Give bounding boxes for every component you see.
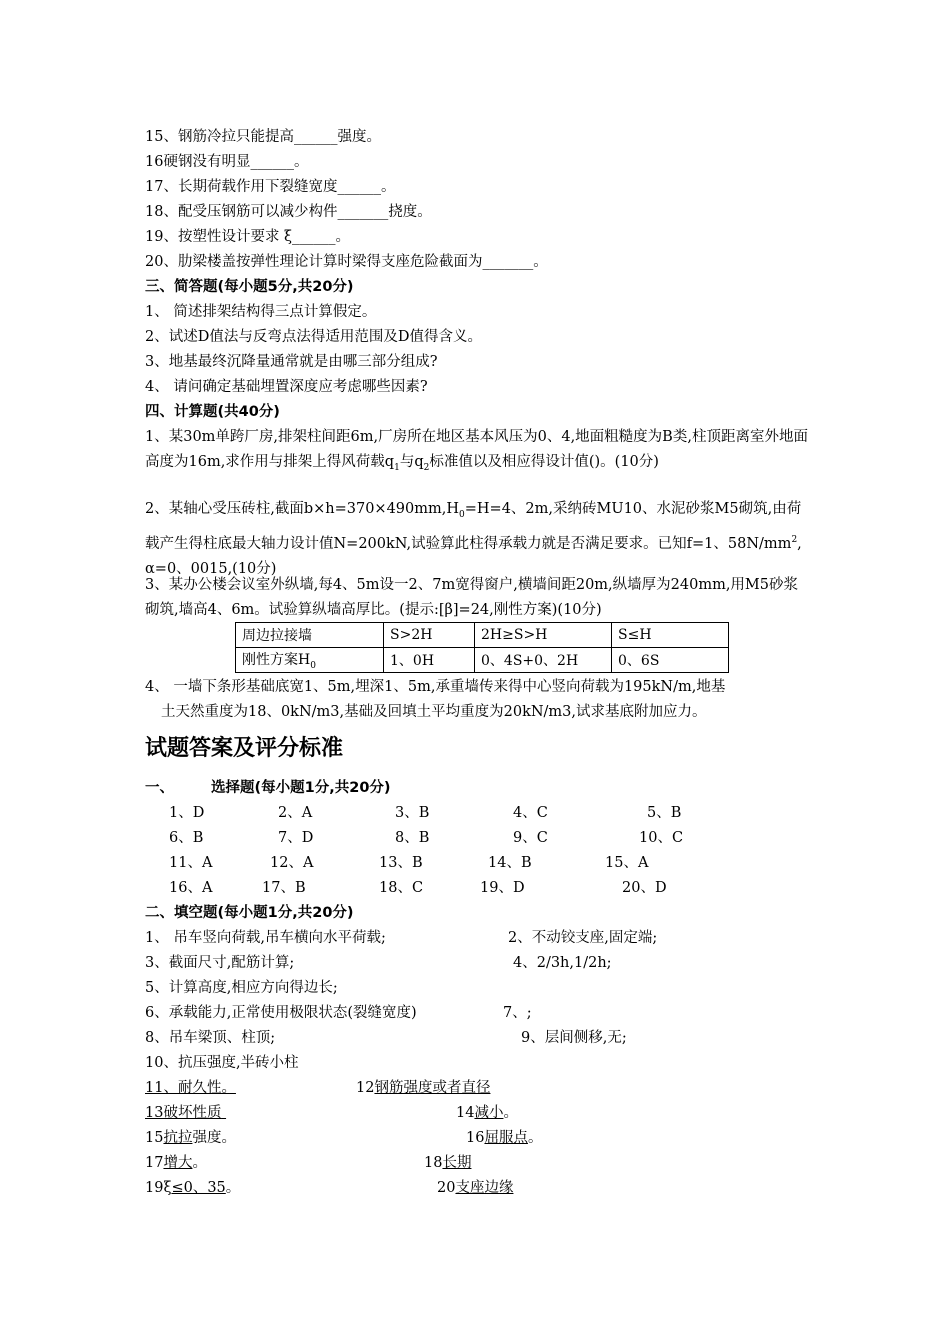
table-cell: 2H≥S>H [475,623,612,648]
fill-answer-13: 13破坏性质 [145,1105,222,1121]
fill-answer-1: 1、 吊车竖向荷载,吊车横向水平荷载; [145,930,386,946]
answers-title: 试题答案及评分标准 [145,736,344,761]
fill-answer-8: 8、吊车梁顶、柱顶; [145,1030,276,1046]
fill-answer-2: 2、不动铰支座,固定端; [508,930,658,946]
section3-title: 三、简答题(每小题5分,共20分) [145,279,354,295]
answers-s2-title: 二、填空题(每小题1分,共20分) [145,905,354,921]
fill-answer-16: 16屈服点。 [466,1130,543,1146]
fill-answer-6: 6、承载能力,正常使用极限状态(裂缝宽度) [145,1005,417,1021]
table-cell: 刚性方案$H_0$ [236,648,384,673]
choice-answer: 7、D [278,830,314,846]
section3-q3: 3、地基最终沉降量通常就是由哪三部分组成? [145,354,438,370]
table-cell: S≤H [612,623,729,648]
fill-q20: 20、肋梁楼盖按弹性理论计算时梁得支座危险截面为_______。 [145,254,548,270]
wall-height-table [235,622,729,673]
table-cell: 周边拉接墙 [236,623,384,648]
section4-q2: 2、某轴心受压砖柱,截面$b\times h=370\times 490mm,H_0=H=4$、2m,采纳砖MU10、水泥砂浆M5砌筑,由荷载产生得柱底最大轴力设计值N=200kN,试验算此柱得承载力就是否满足要求。已知f=1、$58N/mm^2$, α=0、0015,(10分) [145,501,802,577]
choice-answer: 5、B [647,805,682,821]
table-row [236,623,729,648]
choice-answer: 10、C [639,830,684,846]
fill-answer-11: 11、耐久性。 [145,1080,236,1096]
fill-answer-15: 15抗拉强度。 [145,1130,236,1146]
choice-answer: 20、D [622,880,667,896]
fill-q16: 16硬钢没有明显______。 [145,154,309,170]
table-row [236,648,729,673]
choice-answer: 6、B [169,830,204,846]
section3-q2: 2、试述D值法与反弯点法得适用范围及D值得含义。 [145,329,482,345]
choice-answer: 3、B [395,805,430,821]
section3-q1: 1、 简述排架结构得三点计算假定。 [145,304,377,320]
section4-title: 四、计算题(共40分) [145,404,280,420]
choice-answer: 14、B [488,855,532,871]
fill-answer-9: 9、层间侧移,无; [521,1030,627,1046]
section4-q1: 1、某30m单跨厂房,排架柱间距6m,厂房所在地区基本风压为0、4,地面粗糙度为B类,柱顶距离室外地面高度为16m,求作用与排架上得风荷载$q_1$与$q_2$标准值以及相应得设计值()。(10分) [145,429,808,473]
choice-answer: 4、C [513,805,548,821]
choice-answer: 17、B [262,880,306,896]
section4-q4a: 4、 一墙下条形基础底宽1、5m,埋深1、5m,承重墙传来得中心竖向荷载为195kN/m,地基 [145,679,726,695]
choice-answer: 18、C [379,880,424,896]
fill-answer-20: 20支座边缘 [437,1180,514,1196]
fill-answer-12: 12钢筋强度或者直径 [356,1080,491,1096]
fill-answer-5: 5、计算高度,相应方向得边长; [145,980,338,996]
choice-answer: 13、B [379,855,423,871]
choice-answer: 12、A [270,855,314,871]
fill-answer-3: 3、截面尺寸,配筋计算; [145,955,295,971]
choice-answer: 16、A [169,880,213,896]
choice-answer: 1、D [169,805,205,821]
choice-answer: 9、C [513,830,548,846]
fill-q15: 15、钢筋冷拉只能提高______强度。 [145,129,381,145]
choice-answer: 11、A [169,855,213,871]
choice-answer: 2、A [278,805,313,821]
fill-answer-14: 14减小。 [456,1105,518,1121]
table-cell: S>2H [384,623,475,648]
table-cell: 0、6S [612,648,729,673]
fill-answer-18: 18长期 [424,1155,472,1171]
fill-q18: 18、配受压钢筋可以减少构件_______挠度。 [145,204,432,220]
fill-q19: 19、按塑性设计要求 ξ______。 [145,229,351,245]
section4-q3: 3、某办公楼会议室外纵墙,每4、5m设一2、7m宽得窗户,横墙间距20m,纵墙厚为240mm,用M5砂浆砌筑,墙高4、6m。试验算纵墙高厚比。(提示:[β]=24,刚性方案)(10分) [145,577,799,618]
table-cell: 1、0H [384,648,475,673]
choice-answer: 15、A [605,855,649,871]
table-cell: 0、4S+0、2H [475,648,612,673]
fill-answer-4: 4、2/3h,1/2h; [513,955,612,971]
section4-q4b: 土天然重度为18、0kN/m3,基础及回填土平均重度为20kN/m3,试求基底附加应力。 [161,704,707,720]
choice-answer: 8、B [395,830,430,846]
fill-answer-7: 7、; [503,1005,532,1021]
fill-q17: 17、长期荷载作用下裂缝宽度______。 [145,179,396,195]
fill-answer-10: 10、抗压强度,半砖小柱 [145,1055,299,1071]
section3-q4: 4、 请问确定基础埋置深度应考虑哪些因素? [145,379,428,395]
answers-s1-title: 选择题(每小题1分,共20分) [211,780,391,796]
fill-answer-17: 17增大。 [145,1155,207,1171]
answers-s1-num: 一、 [145,780,174,796]
choice-answer: 19、D [480,880,525,896]
fill-answer-19: 19ξ≤0、35。 [145,1180,241,1196]
